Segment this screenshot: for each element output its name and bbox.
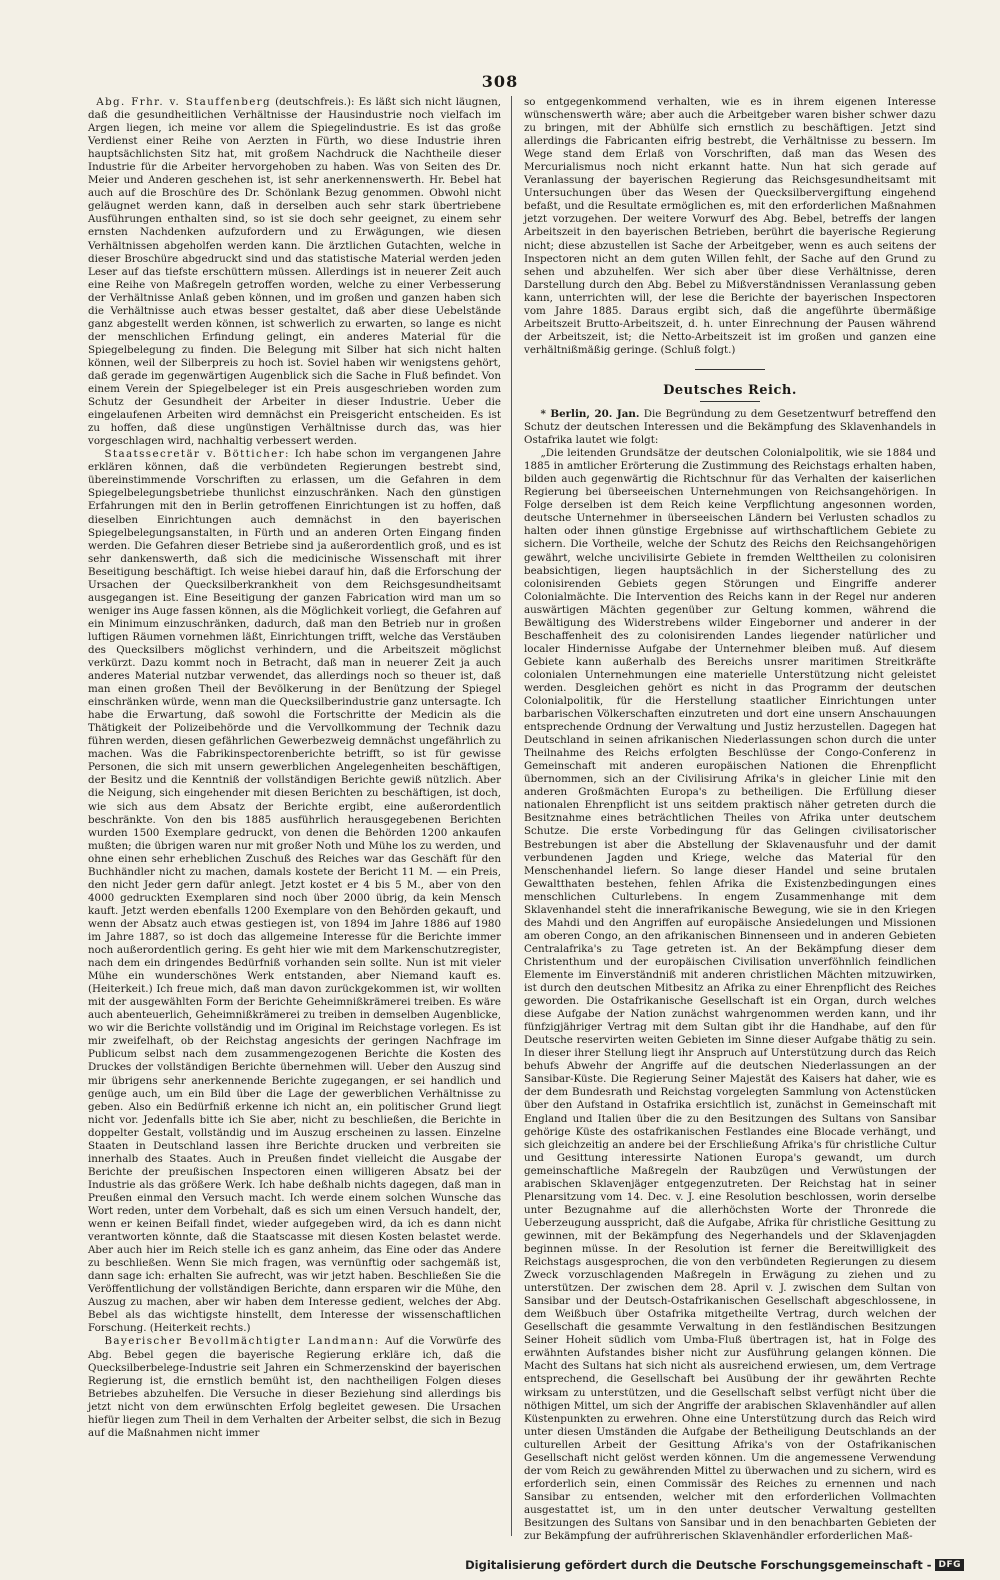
- right-column: [512, 96, 942, 1543]
- paragraph-landmann: [88, 1335, 501, 1439]
- dfg-logo: DFG: [935, 1559, 964, 1571]
- paragraph-text: Ich habe schon im vergangenen Jahre erklären können, daß die verbündeten Regierungen bestrebt sind, übereinstimmende Vorschriften zu erlassen, um die Gefahren in dem Spiegelbelegungsbetriebe thunlichst einzuschränken. Nach den günstigen Erfahrungen mit den in Berlin getroffenen Einrichtungen ist zu hoffen, daß dieselben Einrichtungen auch demnächst in den bayerischen Spiegelbelegungsanstalten, in Fürth und an anderen Orten Eingang finden werden. Die Gefahren dieser Betriebe sind ja außerordentlich groß, und es ist sehr dankenswerth, daß sich die medicinische Wissenschaft mit ihrer Beseitigung beschäftigt. Ich weise hiebei darauf hin, daß die Erforschung der Ursachen der Quecksilberkrankheit von dem Reichsgesundheitsamt ausgegangen ist. Eine Beseitigung der ganzen Fabrication wird man um so weniger ins Auge fassen können, als die Möglichkeit vorliegt, die Gefahren auf ein Minimum einzuschränken, dadurch, daß man den Betrieb nur in großen luftigen Räumen vornehmen läßt, Einrichtungen trifft, welche das Verstäuben des Quecksilbers möglichst verhindern, und die Arbeitszeit möglichst verkürzt. Dazu kommt noch in Betracht, daß man in neuerer Zeit ja auch anderes Material nutzbar verwendet, das allerdings noch so theuer ist, daß man einen großen Theil der Bevölkerung in der Benützung der Spiegel einschränken würde, wenn man die Quecksilberindustrie ganz untersagte. Ich habe die Erwartung, daß sowohl die Fortschritte der Medicin als die Thätigkeit der Polizeibehörde und die Vervollkommung der Technik dazu führen werden, diesen gefährlichen Gewerbezweig demnächst ungefährlich zu machen. Was die Fabrikinspectorenberichte betrifft, so ist für gewisse Personen, die sich mit unsern gewerblichen Angelegenheiten beschäftigen, der Besitz und die Kenntniß der vollständigen Berichte gewiß nützlich. Aber die Neigung, sich eingehender mit diesen Berichten zu beschäftigen, ist doch, wie sich aus dem Absatz der Berichte ergibt, eine außerordentlich beschränkte. Von den bis 1885 ausführlich herausgegebenen Berichten wurden 1500 Exemplare gedruckt, von denen die Behörden 1200 ankaufen mußten; die übrigen waren nur mit großer Noth und Mühe los zu werden, und ohne einen sehr erheblichen Zuschuß des Reiches war das Geschäft für den Buchhändler nicht zu machen, damals kostete der Bericht 11 M. — ein Preis, den nicht Jeder gern dafür anlegt. Jetzt kostet er 4 bis 5 M., aber von den 4000 gedruckten Exemplaren sind noch über 2000 übrig, da kein Mensch kauft. Jetzt werden ebenfalls 1200 Exemplare von den Behörden gekauft, und wenn der Absatz auch etwas gestiegen ist, von 1894 im Jahre 1886 auf 1980 im Jahre 1887, so ist doch das allgemeine Interesse für die Berichte immer noch außerordentlich gering. Es geht hier wie mit dem Markenschutzregister, nach dem ein dringendes Bedürfniß vorhanden sein sollte. Nun ist mit vieler Mühe ein wunderschönes Werk entstanden, aber Niemand kauft es. (Heiterkeit.) Ich freue mich, daß man davon zurückgekommen ist, wir wollten mit der ausgewählten Form der Berichte Geheimnißkrämerei treiben. Es wäre auch abenteuerlich, Geheimnißkrämerei zu treiben in demselben Augenblicke, wo wir die Berichte vollständig und im Original im Reichstage vorlegen. Es ist mir zweifelhaft, ob der Reichstag angesichts der geringen Nachfrage im Publicum selbst nach dem zusammengezogenen Berichte die Kosten des Druckes der vollständigen Berichte übernehmen will. Ueber den Auszug sind mir übrigens sehr anerkennende Berichte zugegangen, er sei handlich und genüge auch, um ein Bild über die Lage der gewerblichen Verhältnisse zu geben. Also ein Bedürfniß erkenne ich nicht an, ein politischer Grund liegt nicht vor. Jedenfalls bitte ich Sie aber, nicht zu beschließen, die Berichte in doppelter Gestalt, vollständig und im Auszug erscheinen zu lassen. Einzelne Staaten in Deutschland lassen ihre Berichte drucken und verbreiten sie innerhalb des Staates. Auch in Preußen findet vielleicht die Ausgabe der Berichte der preußischen Inspectoren einen willigeren Absatz bei der Industrie als das größere Werk. Ich habe deßhalb nichts dagegen, daß man in Preußen einmal den Versuch macht. Ich werde einem solchen Wunsche das Wort reden, unter dem Vorbehalt, daß es sich um einen Versuch handelt, der, wenn er keinen Beifall findet, wieder aufgegeben wird, da ich es dann nicht verantworten könnte, daß die Staatscasse mit diesen Kosten belastet werde. Aber auch hier im Reich stelle ich es ganz anheim, das Eine oder das Andere zu beschließen. Wenn Sie mich fragen, was vernünftig oder sachgemäß ist, dann sage ich: erhalten Sie aufrecht, was wir jetzt haben. Beschließen Sie die Veröffentlichung der vollständigen Berichte, dann ersparen wir die Mühe, den Auszug zu machen, aber wir haben dem Interesse gedient, welches der Abg. Bebel als das wichtigste hinstellt, dem Interesse der wissenschaftlichen Forschung. (Heiterkeit rechts.): [88, 448, 501, 1335]
- section-heading: Deutsches Reich.: [663, 382, 797, 398]
- heading-underline: [700, 401, 760, 402]
- paragraph-intro: [524, 408, 936, 447]
- speaker-name: Staatssecretär v. Bötticher:: [104, 448, 290, 461]
- paragraph-text: Es läßt sich nicht läugnen, daß die gesundheitlichen Verhältnisse der Hausindustrie noch vielfach im Argen liegen, ich meine vor allem die Spiegelindustrie. Es ist das große Verdienst einer Reihe von Aerzten in Fürth, wo diese Industrie ihren hauptsächlichsten Sitz hat, mit großem Nachdruck die Nachtheile dieser Industrie für die Arbeiter hervorgehoben zu haben. Was von Seiten des Dr. Meier und Anderen geschehen ist, ist sehr anerkennenswerth. Hr. Bebel hat auch auf die Broschüre des Dr. Schönlank Bezug genommen. Obwohl nicht geläugnet werden kann, daß in derselben auch sehr stark übertriebene Ausführungen enthalten sind, so ist sie doch sehr geeignet, zu einem sehr ernsten Nachdenken aufzufordern und zu Erwägungen, wie diesen Verhältnissen abgeholfen werden kann. Die ärztlichen Gutachten, welche in dieser Broschüre abgedruckt sind und das statistische Material werden jeden Leser auf das tiefste erschüttern müssen. Allerdings ist in neuerer Zeit auch eine Reihe von Maßregeln getroffen worden, welche zu einer Verbesserung der Verhältnisse Anlaß geben können, und im großen und ganzen haben sich die Verhältnisse auch etwas besser gestaltet, daß aber diese Uebelstände ganz abgestellt werden können, ist schwerlich zu erwarten, so lange es nicht der menschlichen Erfindung gelingt, ein anderes Material für die Spiegelbelegung zu finden. Die Belegung mit Silber hat sich nicht halten können, weil der Silberpreis zu hoch ist. Soviel haben wir wenigstens gehört, daß gerade im gegenwärtigen Augenblick sich die Sache in Fluß befindet. Von einem Verein der Spiegelbeleger ist ein Preis ausgeschrieben worden zum Schutz der Gesundheit der Arbeiter in dieser Industrie. Ueber die eingelaufenen Arbeiten wird demnächst ein Preisgericht entscheiden. Es ist zu hoffen, daß diese ungünstigen Verhältnisse durch das, was hier vorgeschlagen wird, nachhaltig verbessert werden.: [88, 96, 501, 448]
- paragraph-text: Auf die Vorwürfe des Abg. Bebel gegen die bayerische Regierung erkläre ich, daß die Quecksilberbelege-Industrie seit Jahren ein Schmerzenskind der bayerischen Regierung ist, die ernstlich bemüht ist, den nachtheiligen Folgen dieses Betriebes abzuhelfen. Die Versuche in dieser Beziehung sind allerdings bis jetzt nicht von dem erwünschten Erfolg begleitet gewesen. Die Ursachen hiefür liegen zum Theil in dem Verhalten der Arbeiter selbst, die sich in Bezug auf die Maßnahmen nicht immer: [88, 1335, 501, 1439]
- paragraph-stauffenberg: [88, 96, 501, 448]
- quote-block: [524, 447, 936, 1543]
- section-divider: [695, 369, 765, 370]
- page-number: 308: [481, 72, 519, 91]
- speaker-name: Abg. Frhr. v. Stauffenberg: [96, 96, 271, 108]
- speaker-party: (deutschfreis.):: [275, 96, 355, 108]
- paragraph-continuation: so entgegenkommend verhalten, wie es in ihrem eigenen Interesse wünschenswerth wäre; aber auch die Arbeitgeber waren bisher schwer dazu zu bringen, mit der Abhülfe sich ernstlich zu beschäftigen. Jetzt sind allerdings die Fabricanten eifrig bestrebt, die Verhältnisse zu bessern. Im Wege stand dem Erlaß von Vorschriften, daß man das Wesen des Mercurialismus noch nicht erkannt hatte. Nun hat sich gerade auf Veranlassung der bayerischen Regierung das Reichsgesundheitsamt mit Untersuchungen über das Wesen der Quecksilbervergiftung eingehend befaßt, und die Resultate ermöglichen es, mit den erforderlichen Maßnahmen jetzt vorzugehen. Der weitere Vorwurf des Abg. Bebel, betreffs der langen Arbeitszeit in den bayerischen Betrieben, berührt die bayerische Regierung nicht; diese abzustellen ist Sache der Arbeitgeber, wenn es auch seitens der Inspectoren nicht an dem guten Willen fehlt, der Sache auf den Grund zu sehen und abzuhelfen. Wer sich aber über diese Verhältnisse, deren Darstellung durch den Abg. Bebel zu Mißverständnissen Veranlassung geben kann, unterrichten will, der lese die Berichte der bayerischen Inspectoren vom Jahre 1885. Daraus ergibt sich, daß die angeführte übermäßige Arbeitszeit Brutto-Arbeitszeit, d. h. unter Einrechnung der Pausen während der Arbeitszeit, ist; die Netto-Arbeitszeit ist im großen und ganzen eine verhältnißmäßig geringe. (Schluß folgt.): [524, 96, 936, 356]
- footer-text: Digitalisierung gefördert durch die Deutsche Forschungsgemeinschaft -: [465, 1558, 932, 1572]
- dateline: * Berlin, 20. Jan.: [540, 407, 640, 420]
- paragraph-boetticher: [88, 448, 501, 1335]
- intro-text: Die Begründung zu dem Gesetzentwurf betreffend den Schutz der deutschen Interessen und die Bekämpfung des Sklavenhandels in Ostafrika lautet wie folgt:: [524, 407, 936, 447]
- article-columns: [82, 96, 966, 1543]
- speaker-name: Bayerischer Bevollmächtigter Landmann:: [104, 1335, 380, 1348]
- quote-text: „Die leitenden Grundsätze der deutschen Colonialpolitik, wie sie 1884 und 1885 in amtlicher Erörterung die Zustimmung des Reichstags erhalten haben, bilden auch gegenwärtig die Richtschnur für das Verhalten der kaiserlichen Regierung bei überseeischen Unternehmungen von Reichsangehörigen. In Folge derselben ist dem Reich keine Verpflichtung angesonnen worden, deutsche Unternehmer in überseeischen Ländern bei Verlusten schadlos zu halten oder ihnen günstige Ergebnisse auf wirthschaftlichem Gebiete zu sichern. Die Vortheile, welche der Schutz des Reichs den Reichsangehörigen gewährt, welche uncivilisirte Gebiete in fremden Welttheilen zu colonisiren beabsichtigen, liegen hauptsächlich in der Sicherstellung des zu colonisirenden Gebiets gegen Störungen und Eingriffe anderer Colonialmächte. Die Intervention des Reichs kann in der Regel nur anderen auswärtigen Mächten gegenüber zur Geltung kommen, während die Bewältigung des Widerstrebens wilder Eingeborner und anderer in der Beschaffenheit des zu colonisirenden Landes liegender natürlicher und localer Hindernisse Aufgabe der Unternehmer bleiben muß. Auf diesem Gebiete kann außerhalb des Bereichs unsrer maritimen Streitkräfte colonialen Unternehmungen eine materielle Unterstützung nicht geleistet werden. Desgleichen gehört es nicht in das Programm der deutschen Colonialpolitik, für die Herstellung staatlicher Einrichtungen unter barbarischen Völkerschaften einzutreten und dort eine unsern Anschauungen entsprechende Ordnung der Verwaltung und Justiz herzustellen. Dagegen hat Deutschland in seinen afrikanischen Niederlassungen schon durch die unter Theilnahme des Reichs erfolgten Beschlüsse der Congo-Conferenz in Gemeinschaft mit anderen europäischen Nationen die Ehrenpflicht übernommen, sich an der Civilisirung Afrika's in gleicher Linie mit den anderen Großmächten Europa's zu betheiligen. Die Erfüllung dieser nationalen Ehrenpflicht ist uns seitdem praktisch näher getreten durch die Besitznahme eines beträchtlichen Theiles von Afrika unter deutschem Schutze. Die erste Vorbedingung für das Gelingen civilisatorischer Bestrebungen ist aber die Abstellung der Sklavenausfuhr und der damit verbundenen Jagden und Kriege, welche das Material für den Menschenhandel liefern. So lange dieser Handel und seine brutalen Gewaltthaten bestehen, fehlen Afrika die Existenzbedingungen eines menschlichen Culturlebens. In engem Zusammenhange mit dem Sklavenhandel steht die innerafrikanische Bewegung, wie sie in den Kriegen des Mahdi und den Angriffen auf europäische Ansiedelungen und Missionen am oberen Congo, an den afrikanischen Binnenseen und in anderen Gebieten Centralafrika's zu Tage getreten ist. An der Bekämpfung dieser dem Christenthum und der europäischen Civilisation unverföhnlich feindlichen Elemente im Einverständniß mit anderen christlichen Mächten mitzuwirken, ist durch den deutschen Mitbesitz an Afrika zu einer Ehrenpflicht des Reiches geworden. Die Ostafrikanische Gesellschaft ist ein Organ, durch welches diese Aufgabe der Nation zunächst wahrgenommen werden kann, und ihr fünfzigjähriger Vertrag mit dem Sultan gibt ihr die Handhabe, auf den für Deutsche reservirten weiten Gebieten im Sinne dieser Aufgabe thätig zu sein. In dieser ihrer Stellung liegt ihr Anspruch auf Unterstützung durch das Reich behufs Abwehr der Angriffe auf die deutschen Niederlassungen an der Sansibar-Küste. Die Regierung Seiner Majestät des Kaisers hat daher, wie es der dem Bundesrath und Reichstag vorgelegten Sammlung von Actenstücken über den Aufstand in Ostafrika ersichtlich ist, zunächst in Gemeinschaft mit England und Italien über die zu den Besitzungen des Sultans von Sansibar gehörige Küste des ostafrikanischen Festlandes eine Blocade verhängt, und sich gleichzeitig an andere bei der Erschließung Afrika's für christliche Cultur und Gesittung interessirte Nationen Europa's gewandt, um durch gemeinschaftliche Maßregeln der Raubzügen und Verwüstungen der arabischen Sklavenjäger entgegenzutreten. Der Reichstag hat in seiner Plenarsitzung vom 14. Dec. v. J. eine Resolution beschlossen, worin derselbe unter Bezugnahme auf die allerhöchsten Worte der Thronrede die Ueberzeugung ausspricht, daß die Aufgabe, Afrika für christliche Gesittung zu gewinnen, mit der Bekämpfung des Negerhandels und der Sklavenjagden beginnen müsse. In der Resolution ist ferner die Bereitwilligkeit des Reichstags ausgesprochen, die von den verbündeten Regierungen zu diesem Zweck vorzuschlagenden Maßregeln in Erwägung zu ziehen und zu unterstützen. Der zwischen dem 28. April v. J. zwischen dem Sultan von Sansibar und der Deutsch-Ostafrikanischen Gesellschaft abgeschlossene, in dem Weißbuch über Ostafrika mitgetheilte Vertrag, durch welchen der Gesellschaft die gesammte Verwaltung in den festländischen Besitzungen Seiner Hoheit südlich vom Umba-Fluß übertragen ist, hat in Folge des erwähnten Aufstandes bisher nicht zur Ausführung gelangen können. Die Macht des Sultans hat sich nicht als ausreichend erwiesen, um, dem Vertrage entsprechend, die Gesellschaft bei Ausübung der ihr gewährten Rechte wirksam zu unterstützen, und die Gesellschaft selbst verfügt nicht über die nöthigen Mittel, um sich der Angriffe der arabischen Sklavenhändler auf allen Küstenpunkten zu erwehren. Ohne eine Unterstützung durch das Reich wird unter diesen Umständen die Aufgabe der Betheiligung Deutschlands an der culturellen Arbeit der Gesittung Afrika's von der Ostafrikanischen Gesellschaft nicht gelöst werden können. Um die angemessene Verwendung der vom Reich zu gewährenden Mittel zu überwachen und zu sichern, wird es erforderlich sein, einen Commissär des Reiches zu ernennen und nach Sansibar zu entsenden, welcher mit den erforderlichen Vollmachten ausgestattet ist, um in den unter deutscher Verwaltung gestellten Besitzungen des Sultans von Sansibar und in den benachbarten Gebieten der zur Bekämpfung der aufrührerischen Sklavenhändler erforderlichen Maß-: [524, 447, 936, 1543]
- footer: [465, 1558, 964, 1572]
- left-column: [82, 96, 512, 1536]
